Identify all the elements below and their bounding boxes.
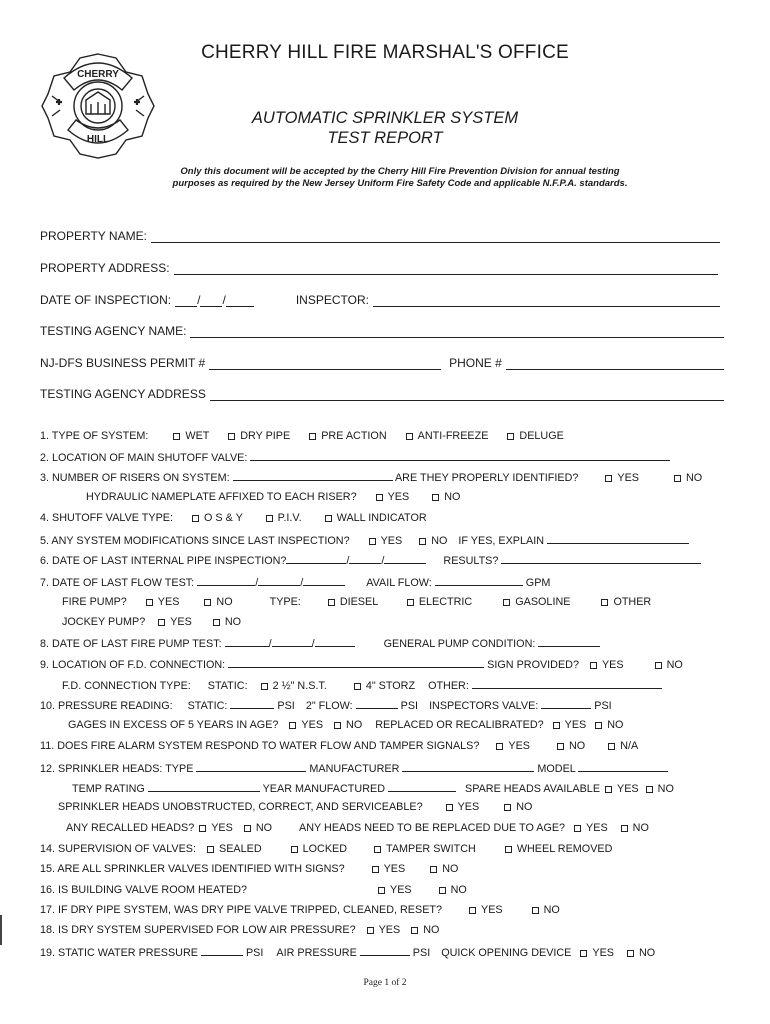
q9-label: 9. LOCATION OF F.D. CONNECTION: [40,659,226,671]
no-label: NO [346,719,363,731]
jockey-pump-yes-checkbox[interactable] [158,619,165,626]
head-model-field[interactable] [578,761,668,772]
yes-label: YES [380,535,403,547]
permit-phone-row [40,356,724,370]
year-manufactured-field[interactable] [388,781,456,792]
deluge-label: DELUGE [519,430,564,442]
q10-label: 10. PRESSURE READING: [40,700,173,712]
item-3-nameplate [86,491,460,503]
inspection-year-field[interactable] [226,294,254,307]
date-inspector-row: DATE OF INSPECTION: / / INSPECTOR: [40,293,720,307]
dry-valve-reset-no-checkbox[interactable] [532,907,539,914]
locked-label: LOCKED [302,843,348,855]
nameplate-yes-checkbox[interactable] [376,494,383,501]
item-9-connection-type [62,678,662,692]
pre-action-label: PRE ACTION [321,430,387,442]
q3c-label: HYDRAULIC NAMEPLATE AFFIXED TO EACH RISER? [86,491,357,503]
item-12 [40,761,668,775]
storz-checkbox[interactable] [354,683,361,690]
no-label: NO [686,472,703,484]
yes-label: YES [301,719,324,731]
inspection-month-field[interactable] [175,294,197,307]
pipe-inspection-year-field[interactable] [384,553,426,564]
yes-label: YES [592,947,614,959]
q3-label: 3. NUMBER OF RISERS ON SYSTEM: [40,472,230,484]
valve-signs-no-checkbox[interactable] [430,866,437,873]
report-title [150,108,620,148]
flow-test-month-field[interactable] [197,575,255,586]
fire-marshal-seal-icon [38,50,158,162]
q19-label: 19. STATIC WATER PRESSURE [40,947,198,959]
yes-label: YES [170,616,192,628]
flow-psi-field[interactable] [356,698,398,709]
air-pressure-field[interactable] [360,945,410,956]
avail-flow-field[interactable] [435,575,523,586]
spare-heads-no-checkbox[interactable] [646,786,653,793]
psi-label: PSI [245,947,264,959]
item-3 [40,470,702,484]
q2-label: 2. LOCATION OF MAIN SHUTOFF VALVE: [40,452,248,464]
wheel-removed-checkbox[interactable] [505,846,512,853]
yes-label: YES [378,924,401,936]
item-18 [40,924,439,936]
item-1 [40,430,564,442]
property-address-row [40,261,718,275]
no-label: NO [450,884,467,896]
flow-test-year-field[interactable] [303,575,345,586]
item-17 [40,904,560,916]
gasoline-label: GASOLINE [515,596,571,608]
wheel-removed-label: WHEEL REMOVED [516,843,613,855]
spare-heads-yes-checkbox[interactable] [605,786,612,793]
inspector-field[interactable] [373,294,720,307]
dry-pipe-label: DRY PIPE [240,430,291,442]
testing-agency-address-field[interactable] [210,388,724,401]
alarm-yes-checkbox[interactable] [496,743,503,750]
date-of-inspection-label: DATE OF INSPECTION: [40,293,172,307]
q5b-label: IF YES, EXPLAIN [458,535,545,547]
q12i-label: ANY HEADS NEED TO BE REPLACED DUE TO AGE? [299,822,566,834]
q5-label: 5. ANY SYSTEM MODIFICATIONS SINCE LAST INSPECTION? [40,535,350,547]
psi-label: PSI [594,700,612,712]
report-title-line1: AUTOMATIC SPRINKLER SYSTEM [251,109,519,127]
q9b-label: SIGN PROVIDED? [487,659,579,671]
inspector-label: INSPECTOR: [295,293,369,307]
no-label: NO [516,801,533,813]
q1-label: 1. TYPE OF SYSTEM: [40,430,149,442]
quick-opening-no-checkbox[interactable] [627,950,634,957]
quick-opening-yes-checkbox[interactable] [580,950,587,957]
jockey-pump-no-checkbox[interactable] [213,619,220,626]
item-14 [40,843,612,855]
unobstructed-no-checkbox[interactable] [504,804,511,811]
q14-label: 14. SUPERVISION OF VALVES: [40,843,197,855]
diesel-label: DIESEL [339,596,378,608]
q6-label: 6. DATE OF LAST INTERNAL PIPE INSPECTION? [40,555,287,567]
q12b-label: MANUFACTURER [309,763,400,775]
q11-label: 11. DOES FIRE ALARM SYSTEM RESPOND TO WATER FLOW AND TAMPER SIGNALS? [40,740,480,752]
osy-label: O S & Y [204,512,243,524]
item-2 [40,450,670,464]
q3b-label: ARE THEY PROPERLY IDENTIFIED? [394,472,579,484]
testing-agency-label: TESTING AGENCY NAME: [40,324,187,338]
item-16 [40,884,467,896]
scan-edge-mark [0,915,2,945]
electric-checkbox[interactable] [407,599,414,606]
anti-freeze-label: ANTI-FREEZE [417,430,489,442]
pipe-inspection-day-field[interactable] [349,553,381,564]
yes-label: YES [564,719,587,731]
osy-checkbox[interactable] [192,515,199,522]
recalibrated-yes-checkbox[interactable] [553,722,560,729]
inspection-day-field[interactable] [200,294,222,307]
valve-room-heated-yes-checkbox[interactable] [378,887,385,894]
property-name-label: PROPERTY NAME: [40,229,147,243]
item-4 [40,512,427,524]
other-pump-checkbox[interactable] [601,599,608,606]
item-7-jockey-pump [62,616,241,628]
q12e-label: YEAR MANUFACTURED [262,783,385,795]
no-label: NO [657,783,674,795]
q7e-label: TYPE: [269,596,301,608]
pre-action-checkbox[interactable] [309,433,316,440]
no-label: NO [568,740,586,752]
q12c-label: MODEL [537,763,576,775]
alarm-na-checkbox[interactable] [608,743,615,750]
property-name-row [40,229,720,243]
connection-other-field[interactable] [472,678,662,689]
electric-label: ELECTRIC [418,596,473,608]
no-label: NO [442,863,459,875]
no-label: NO [255,822,273,834]
risers-identified-no-checkbox[interactable] [674,475,681,482]
no-label: NO [543,904,560,916]
fire-pump-yes-checkbox[interactable] [146,599,153,606]
phone-field[interactable] [506,357,724,370]
yes-label: YES [601,659,624,671]
item-7: 7. DATE OF LAST FLOW TEST: / / AVAIL FLOW: GPM [40,577,551,589]
q16-label: 16. IS BUILDING VALVE ROOM HEATED? [40,884,247,896]
sealed-checkbox[interactable] [207,846,214,853]
q8b-label: GENERAL PUMP CONDITION: [383,638,536,650]
q7b-label: AVAIL FLOW: [366,577,432,589]
shutoff-location-field[interactable] [250,450,670,461]
tamper-switch-label: TAMPER SWITCH [386,843,476,855]
yes-label: YES [383,863,406,875]
q10e-label: INSPECTORS VALVE: [429,700,539,712]
low-air-no-checkbox[interactable] [411,927,418,934]
property-address-field[interactable] [174,262,718,275]
item-8: 8. DATE OF LAST FIRE PUMP TEST: / / GENERAL PUMP CONDITION: [40,636,600,650]
modifications-explain-field[interactable] [547,533,689,544]
static-water-pressure-field[interactable] [201,945,243,956]
modifications-no-checkbox[interactable] [419,538,426,545]
storz-label: 4" STORZ [365,680,416,692]
q10f-label: GAGES IN EXCESS OF 5 YEARS IN AGE? [68,719,279,731]
replace-age-yes-checkbox[interactable] [574,825,581,832]
psi-label: PSI [412,947,431,959]
no-label: NO [607,719,624,731]
q15-label: 15. ARE ALL SPRINKLER VALVES IDENTIFIED WITH SIGNS? [40,863,345,875]
page-number: Page 1 of 2 [363,978,407,988]
q8-label: 8. DATE OF LAST FIRE PUMP TEST: [40,638,222,650]
no-label: NO [431,535,448,547]
no-label: NO [423,924,440,936]
testing-agency-row [40,324,724,338]
no-label: NO [639,947,656,959]
valve-room-heated-no-checkbox[interactable] [439,887,446,894]
item-11 [40,740,638,752]
gasoline-checkbox[interactable] [503,599,510,606]
tamper-switch-checkbox[interactable] [374,846,381,853]
property-name-field[interactable] [151,230,720,243]
dry-valve-reset-yes-checkbox[interactable] [469,907,476,914]
valve-signs-yes-checkbox[interactable] [372,866,379,873]
no-label: NO [632,822,649,834]
gages-yes-checkbox[interactable] [289,722,296,729]
psi-label: PSI [400,700,419,712]
property-address-label: PROPERTY ADDRESS: [40,261,170,275]
permit-label: NJ-DFS BUSINESS PERMIT # [40,356,206,370]
item-9 [40,657,683,671]
q9d-label: STATIC: [207,680,248,692]
static-psi-field[interactable] [230,698,274,709]
q7f-label: JOCKEY PUMP? [62,616,146,628]
q12h-label: ANY RECALLED HEADS? [66,822,195,834]
replace-age-no-checkbox[interactable] [621,825,628,832]
na-label: N/A [620,740,639,752]
notice-line2: purposes as required by the New Jersey Uniform Fire Safety Code and applicable N.F.P.A. standards. [172,178,628,189]
q7-label: 7. DATE OF LAST FLOW TEST: [40,577,195,589]
modifications-yes-checkbox[interactable] [369,538,376,545]
gpm-label: GPM [525,577,551,589]
piv-label: P.I.V. [277,512,302,524]
item-6: 6. DATE OF LAST INTERNAL PIPE INSPECTION? / / RESULTS? [40,553,701,567]
q12d-label: TEMP RATING [72,783,145,795]
half-nst-checkbox[interactable] [261,683,268,690]
diesel-checkbox[interactable] [328,599,335,606]
head-manufacturer-field[interactable] [402,761,534,772]
fire-pump-no-checkbox[interactable] [204,599,211,606]
q10g-label: REPLACED OR RECALIBRATED? [375,719,544,731]
wet-label: WET [185,430,210,442]
seal-bottom-text: HILL [86,134,110,145]
permit-field[interactable] [209,357,441,370]
q10b-label: STATIC: [187,700,228,712]
pump-test-day-field[interactable] [272,636,312,647]
testing-agency-address-label: TESTING AGENCY ADDRESS [40,387,206,401]
item-5 [40,533,689,547]
alarm-no-checkbox[interactable] [557,743,564,750]
temp-rating-field[interactable] [148,781,260,792]
piv-checkbox[interactable] [266,515,273,522]
risers-count-field[interactable] [233,470,393,481]
no-label: NO [216,596,233,608]
pipe-inspection-month-field[interactable] [286,553,346,564]
yes-label: YES [211,822,233,834]
q17-label: 17. IF DRY PIPE SYSTEM, WAS DRY PIPE VALVE TRIPPED, CLEANED, RESET? [40,904,443,916]
psi-label: PSI [277,700,295,712]
pump-test-month-field[interactable] [225,636,269,647]
item-12-recalled [66,822,649,834]
sign-yes-checkbox[interactable] [590,662,597,669]
nameplate-no-checkbox[interactable] [432,494,439,501]
wall-indicator-label: WALL INDICATOR [336,512,427,524]
q19c-label: QUICK OPENING DEVICE [441,947,572,959]
q10d-label: 2" FLOW: [305,700,353,712]
inspectors-valve-field[interactable] [541,698,591,709]
q12-label: 12. SPRINKLER HEADS: TYPE [40,763,194,775]
office-title: CHERRY HILL FIRE MARSHAL'S OFFICE [201,42,569,63]
recalled-yes-checkbox[interactable] [199,825,206,832]
yes-label: YES [508,740,530,752]
item-7-fire-pump [62,596,651,608]
gages-no-checkbox[interactable] [334,722,341,729]
yes-label: YES [617,472,639,484]
yes-label: YES [617,783,639,795]
q9e-label: OTHER: [428,680,469,692]
dry-pipe-checkbox[interactable] [228,433,235,440]
item-12-temp [72,781,674,795]
phone-label: PHONE # [449,356,502,370]
head-type-field[interactable] [196,761,306,772]
unobstructed-yes-checkbox[interactable] [446,804,453,811]
item-15 [40,863,458,875]
yes-label: YES [387,491,410,503]
sign-no-checkbox[interactable] [655,662,662,669]
q7d-label: FIRE PUMP? [62,596,127,608]
wet-checkbox[interactable] [173,433,180,440]
pump-condition-field[interactable] [538,636,600,647]
yes-label: YES [586,822,608,834]
yes-label: YES [390,884,412,896]
fd-connection-location-field[interactable] [228,657,484,668]
no-label: NO [666,659,683,671]
risers-identified-yes-checkbox[interactable] [605,475,612,482]
q4-label: 4. SHUTOFF VALVE TYPE: [40,512,173,524]
pump-test-year-field[interactable] [315,636,355,647]
report-title-line2: TEST REPORT [327,129,443,147]
locked-checkbox[interactable] [291,846,298,853]
acceptance-notice [120,166,680,190]
q12g-label: SPRINKLER HEADS UNOBSTRUCTED, CORRECT, AND SERVICEABLE? [58,801,423,813]
q9c-label: F.D. CONNECTION TYPE: [62,680,191,692]
flow-test-day-field[interactable] [258,575,300,586]
testing-agency-address-row [40,387,724,401]
anti-freeze-checkbox[interactable] [406,433,413,440]
no-label: NO [444,491,461,503]
notice-line1: Only this document will be accepted by the Cherry Hill Fire Prevention Division for annual testing [180,166,620,177]
q6b-label: RESULTS? [443,555,499,567]
seal-top-text: CHERRY [77,69,119,80]
yes-label: YES [457,801,480,813]
item-19 [40,945,655,959]
q12f-label: SPARE HEADS AVAILABLE [465,783,601,795]
q19b-label: AIR PRESSURE [276,947,357,959]
recalibrated-no-checkbox[interactable] [595,722,602,729]
wall-indicator-checkbox[interactable] [325,515,332,522]
q18-label: 18. IS DRY SYSTEM SUPERVISED FOR LOW AIR PRESSURE? [40,924,356,936]
item-10 [40,698,612,712]
yes-label: YES [481,904,503,916]
no-label: NO [224,616,242,628]
recalled-no-checkbox[interactable] [244,825,251,832]
other-label: OTHER [613,596,652,608]
pipe-inspection-results-field[interactable] [501,553,701,564]
sealed-label: SEALED [219,843,262,855]
half-nst-label: 2 ½" N.S.T. [272,680,327,692]
low-air-yes-checkbox[interactable] [367,927,374,934]
item-12-unobstructed [58,801,532,813]
deluge-checkbox[interactable] [507,433,514,440]
yes-label: YES [157,596,180,608]
testing-agency-field[interactable] [190,325,724,338]
item-10-gages [68,719,623,731]
